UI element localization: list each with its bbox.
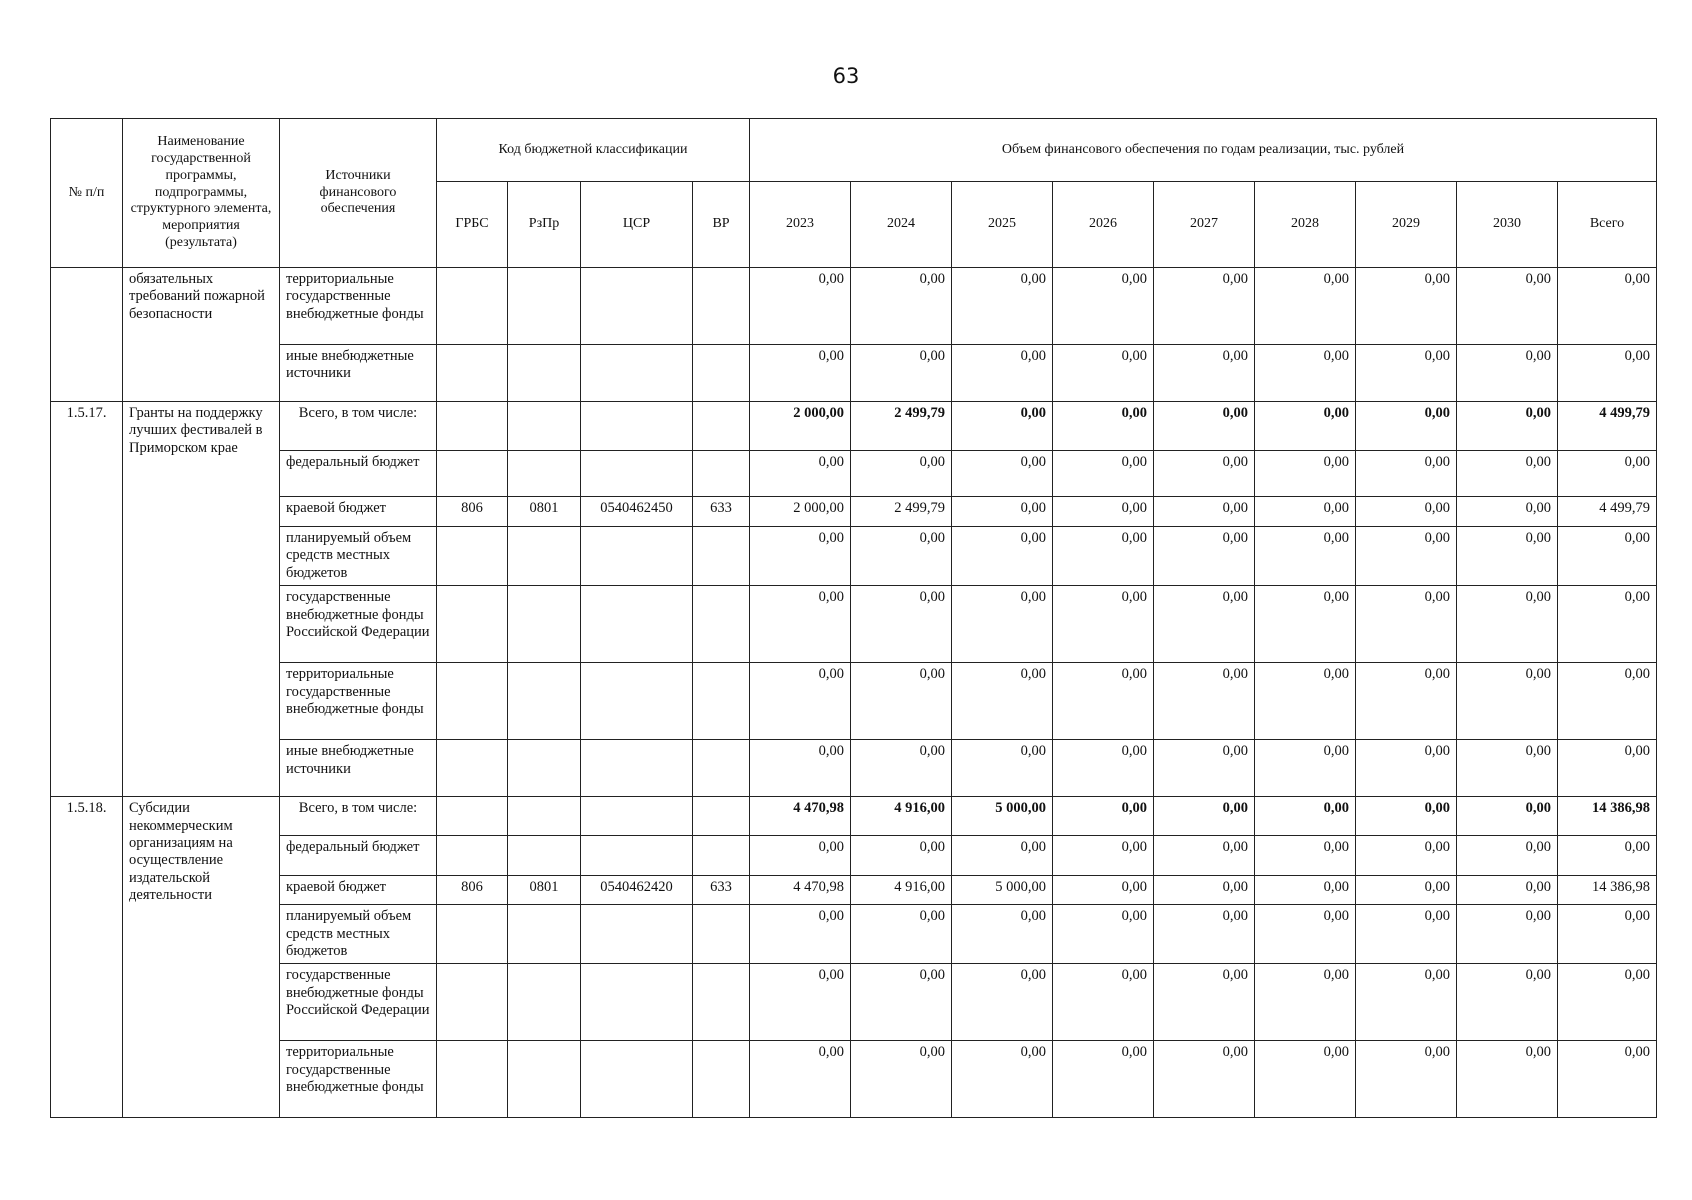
rzpr-cell: 0801: [508, 876, 581, 905]
year-value-cell: 0,00: [1255, 1041, 1356, 1118]
year-value-cell: 0,00: [750, 586, 851, 663]
year-value-cell: 0,00: [1154, 876, 1255, 905]
rzpr-cell: [508, 905, 581, 964]
header-year: 2028: [1255, 182, 1356, 268]
year-value-cell: 0,00: [1154, 964, 1255, 1041]
year-value-cell: 0,00: [1053, 586, 1154, 663]
grbs-cell: 806: [437, 497, 508, 527]
year-value-cell: 0,00: [1457, 876, 1558, 905]
csr-cell: [581, 1041, 693, 1118]
item-name: Гранты на поддержку лучших фестивалей в Приморском крае: [123, 402, 280, 797]
year-value-cell: 0,00: [1457, 836, 1558, 876]
table-row: [51, 527, 1657, 586]
total-cell: 14 386,98: [1558, 797, 1657, 836]
year-value-cell: 0,00: [952, 345, 1053, 402]
grbs-cell: [437, 527, 508, 586]
csr-cell: [581, 345, 693, 402]
year-value-cell: 0,00: [1154, 836, 1255, 876]
vr-cell: [693, 663, 750, 740]
rzpr-cell: [508, 663, 581, 740]
grbs-cell: [437, 586, 508, 663]
source-cell: территориальные государственные внебюджетные фонды: [280, 1041, 437, 1118]
year-value-cell: 0,00: [750, 740, 851, 797]
year-value-cell: 0,00: [750, 964, 851, 1041]
source-cell: государственные внебюджетные фонды Российской Федерации: [280, 964, 437, 1041]
year-value-cell: 0,00: [851, 586, 952, 663]
year-value-cell: 0,00: [851, 268, 952, 345]
year-value-cell: 0,00: [750, 268, 851, 345]
year-value-cell: 4 916,00: [851, 797, 952, 836]
year-value-cell: 0,00: [1457, 740, 1558, 797]
item-name: обязательных требований пожарной безопасности: [123, 268, 280, 402]
year-value-cell: 0,00: [1053, 345, 1154, 402]
source-cell: планируемый объем средств местных бюджетов: [280, 527, 437, 586]
rzpr-cell: [508, 586, 581, 663]
year-value-cell: 0,00: [952, 905, 1053, 964]
year-value-cell: 0,00: [1255, 586, 1356, 663]
year-value-cell: 0,00: [1053, 1041, 1154, 1118]
year-value-cell: 0,00: [851, 964, 952, 1041]
year-value-cell: 0,00: [750, 905, 851, 964]
header-rzpr: РзПр: [508, 182, 581, 268]
year-value-cell: 0,00: [1053, 402, 1154, 451]
vr-cell: 633: [693, 497, 750, 527]
vr-cell: [693, 527, 750, 586]
total-cell: 4 499,79: [1558, 402, 1657, 451]
year-value-cell: 0,00: [750, 527, 851, 586]
year-value-cell: 0,00: [1154, 402, 1255, 451]
year-value-cell: 5 000,00: [952, 876, 1053, 905]
year-value-cell: 0,00: [1457, 964, 1558, 1041]
year-value-cell: 2 000,00: [750, 402, 851, 451]
grbs-cell: [437, 964, 508, 1041]
year-value-cell: 4 916,00: [851, 876, 952, 905]
header-csr: ЦСР: [581, 182, 693, 268]
table-row: [51, 797, 1657, 836]
year-value-cell: 0,00: [1154, 663, 1255, 740]
year-value-cell: 0,00: [1255, 268, 1356, 345]
year-value-cell: 0,00: [1053, 527, 1154, 586]
vr-cell: [693, 451, 750, 497]
header-num: № п/п: [51, 119, 123, 268]
year-value-cell: 0,00: [1356, 905, 1457, 964]
csr-cell: [581, 527, 693, 586]
grbs-cell: [437, 836, 508, 876]
table-row: [51, 905, 1657, 964]
year-value-cell: 0,00: [851, 836, 952, 876]
source-cell: Всего, в том числе:: [280, 797, 437, 836]
total-cell: 4 499,79: [1558, 497, 1657, 527]
year-value-cell: 0,00: [1255, 836, 1356, 876]
total-cell: 0,00: [1558, 345, 1657, 402]
year-value-cell: 0,00: [1356, 1041, 1457, 1118]
vr-cell: [693, 964, 750, 1041]
year-value-cell: 0,00: [1255, 497, 1356, 527]
grbs-cell: [437, 402, 508, 451]
rzpr-cell: [508, 797, 581, 836]
header-year: 2025: [952, 182, 1053, 268]
grbs-cell: [437, 268, 508, 345]
vr-cell: [693, 586, 750, 663]
table-row: [51, 402, 1657, 451]
year-value-cell: 0,00: [851, 1041, 952, 1118]
year-value-cell: 0,00: [1356, 836, 1457, 876]
grbs-cell: [437, 451, 508, 497]
year-value-cell: 0,00: [750, 1041, 851, 1118]
csr-cell: [581, 740, 693, 797]
rzpr-cell: [508, 527, 581, 586]
csr-cell: [581, 268, 693, 345]
grbs-cell: [437, 663, 508, 740]
grbs-cell: [437, 1041, 508, 1118]
rzpr-cell: [508, 268, 581, 345]
total-cell: 0,00: [1558, 586, 1657, 663]
csr-cell: [581, 964, 693, 1041]
csr-cell: [581, 663, 693, 740]
year-value-cell: 0,00: [750, 451, 851, 497]
header-year: 2026: [1053, 182, 1154, 268]
year-value-cell: 0,00: [1457, 1041, 1558, 1118]
year-value-cell: 0,00: [1154, 797, 1255, 836]
year-value-cell: 4 470,98: [750, 797, 851, 836]
year-value-cell: 0,00: [851, 451, 952, 497]
year-value-cell: 0,00: [851, 663, 952, 740]
year-value-cell: 0,00: [1457, 663, 1558, 740]
year-value-cell: 0,00: [952, 586, 1053, 663]
csr-cell: [581, 797, 693, 836]
vr-cell: [693, 905, 750, 964]
rzpr-cell: [508, 451, 581, 497]
csr-cell: [581, 451, 693, 497]
vr-cell: [693, 740, 750, 797]
total-cell: 14 386,98: [1558, 876, 1657, 905]
year-value-cell: 0,00: [1457, 268, 1558, 345]
year-value-cell: 2 499,79: [851, 402, 952, 451]
header-source: Источники финансового обеспечения: [280, 119, 437, 268]
vr-cell: [693, 345, 750, 402]
year-value-cell: 0,00: [1255, 402, 1356, 451]
year-value-cell: 0,00: [1154, 527, 1255, 586]
source-cell: краевой бюджет: [280, 497, 437, 527]
year-value-cell: 0,00: [952, 1041, 1053, 1118]
financing-table: [50, 118, 1657, 1118]
year-value-cell: 0,00: [1457, 345, 1558, 402]
vr-cell: 633: [693, 876, 750, 905]
table-row: [51, 451, 1657, 497]
year-value-cell: 0,00: [952, 663, 1053, 740]
header-code-group: Код бюджетной классификации: [437, 119, 750, 182]
year-value-cell: 0,00: [1154, 345, 1255, 402]
total-cell: 0,00: [1558, 1041, 1657, 1118]
source-cell: федеральный бюджет: [280, 836, 437, 876]
item-number: 1.5.17.: [51, 402, 123, 797]
source-cell: иные внебюджетные источники: [280, 740, 437, 797]
total-cell: 0,00: [1558, 451, 1657, 497]
header-year: 2030: [1457, 182, 1558, 268]
year-value-cell: 0,00: [1457, 451, 1558, 497]
grbs-cell: [437, 740, 508, 797]
year-value-cell: 0,00: [851, 345, 952, 402]
year-value-cell: 0,00: [1356, 797, 1457, 836]
year-value-cell: 0,00: [1255, 740, 1356, 797]
year-value-cell: 0,00: [1255, 451, 1356, 497]
vr-cell: [693, 402, 750, 451]
year-value-cell: 0,00: [750, 663, 851, 740]
year-value-cell: 0,00: [1255, 905, 1356, 964]
header-year: 2024: [851, 182, 952, 268]
year-value-cell: 0,00: [1053, 497, 1154, 527]
year-value-cell: 0,00: [1356, 527, 1457, 586]
grbs-cell: [437, 905, 508, 964]
year-value-cell: 0,00: [1053, 836, 1154, 876]
table-row: [51, 876, 1657, 905]
rzpr-cell: [508, 345, 581, 402]
year-value-cell: 0,00: [952, 497, 1053, 527]
year-value-cell: 0,00: [1154, 497, 1255, 527]
header-vr: ВР: [693, 182, 750, 268]
year-value-cell: 0,00: [1356, 586, 1457, 663]
year-value-cell: 0,00: [952, 964, 1053, 1041]
year-value-cell: 0,00: [1053, 797, 1154, 836]
grbs-cell: [437, 797, 508, 836]
year-value-cell: 0,00: [1154, 268, 1255, 345]
year-value-cell: 0,00: [851, 527, 952, 586]
csr-cell: 0540462420: [581, 876, 693, 905]
table-header: [51, 119, 1657, 268]
item-number: [51, 268, 123, 402]
year-value-cell: 0,00: [952, 527, 1053, 586]
csr-cell: [581, 586, 693, 663]
year-value-cell: 0,00: [1053, 451, 1154, 497]
year-value-cell: 0,00: [1154, 1041, 1255, 1118]
year-value-cell: 0,00: [1255, 797, 1356, 836]
year-value-cell: 0,00: [1457, 497, 1558, 527]
csr-cell: [581, 905, 693, 964]
table-row: [51, 268, 1657, 345]
table-body: [51, 268, 1657, 1118]
year-value-cell: 0,00: [1154, 586, 1255, 663]
year-value-cell: 0,00: [1356, 876, 1457, 905]
table-row: [51, 663, 1657, 740]
year-value-cell: 0,00: [1053, 905, 1154, 964]
year-value-cell: 0,00: [1356, 268, 1457, 345]
header-year: 2023: [750, 182, 851, 268]
year-value-cell: 0,00: [952, 268, 1053, 345]
rzpr-cell: 0801: [508, 497, 581, 527]
total-cell: 0,00: [1558, 663, 1657, 740]
total-cell: 0,00: [1558, 964, 1657, 1041]
year-value-cell: 0,00: [1255, 527, 1356, 586]
rzpr-cell: [508, 964, 581, 1041]
header-total: Всего: [1558, 182, 1657, 268]
table-row: [51, 1041, 1657, 1118]
page-number: 63: [832, 64, 860, 88]
year-value-cell: 0,00: [750, 345, 851, 402]
year-value-cell: 0,00: [1356, 402, 1457, 451]
header-year: 2027: [1154, 182, 1255, 268]
year-value-cell: 0,00: [851, 740, 952, 797]
total-cell: 0,00: [1558, 836, 1657, 876]
source-cell: Всего, в том числе:: [280, 402, 437, 451]
year-value-cell: 0,00: [1356, 345, 1457, 402]
table-row: [51, 497, 1657, 527]
vr-cell: [693, 797, 750, 836]
year-value-cell: 5 000,00: [952, 797, 1053, 836]
year-value-cell: 0,00: [1356, 663, 1457, 740]
year-value-cell: 0,00: [1356, 740, 1457, 797]
source-cell: планируемый объем средств местных бюджетов: [280, 905, 437, 964]
year-value-cell: 0,00: [1457, 797, 1558, 836]
year-value-cell: 0,00: [952, 836, 1053, 876]
grbs-cell: 806: [437, 876, 508, 905]
year-value-cell: 0,00: [1154, 905, 1255, 964]
table-row: [51, 836, 1657, 876]
year-value-cell: 0,00: [1457, 905, 1558, 964]
year-value-cell: 0,00: [1053, 964, 1154, 1041]
year-value-cell: 0,00: [1457, 527, 1558, 586]
rzpr-cell: [508, 402, 581, 451]
item-number: 1.5.18.: [51, 797, 123, 1118]
year-value-cell: 0,00: [952, 740, 1053, 797]
year-value-cell: 0,00: [1255, 663, 1356, 740]
year-value-cell: 0,00: [750, 836, 851, 876]
rzpr-cell: [508, 1041, 581, 1118]
year-value-cell: 0,00: [1457, 402, 1558, 451]
table-row: [51, 586, 1657, 663]
source-cell: территориальные государственные внебюджетные фонды: [280, 663, 437, 740]
rzpr-cell: [508, 740, 581, 797]
year-value-cell: 0,00: [1457, 586, 1558, 663]
year-value-cell: 0,00: [952, 402, 1053, 451]
year-value-cell: 0,00: [1356, 964, 1457, 1041]
header-grbs: ГРБС: [437, 182, 508, 268]
csr-cell: [581, 402, 693, 451]
vr-cell: [693, 1041, 750, 1118]
source-cell: иные внебюджетные источники: [280, 345, 437, 402]
year-value-cell: 0,00: [1356, 497, 1457, 527]
year-value-cell: 0,00: [952, 451, 1053, 497]
header-volume-group: Объем финансового обеспечения по годам реализации, тыс. рублей: [750, 119, 1657, 182]
source-cell: федеральный бюджет: [280, 451, 437, 497]
header-year: 2029: [1356, 182, 1457, 268]
year-value-cell: 0,00: [1255, 345, 1356, 402]
item-name: Субсидии некоммерческим организациям на осуществление издательской деятельности: [123, 797, 280, 1118]
year-value-cell: 0,00: [1255, 876, 1356, 905]
year-value-cell: 0,00: [1255, 964, 1356, 1041]
table-row: [51, 964, 1657, 1041]
year-value-cell: 0,00: [1154, 451, 1255, 497]
header-name: Наименование государственной программы, подпрограммы, структурного элемента, мероприятия (результата): [123, 119, 280, 268]
year-value-cell: 0,00: [1053, 876, 1154, 905]
table-row: [51, 740, 1657, 797]
grbs-cell: [437, 345, 508, 402]
year-value-cell: 2 000,00: [750, 497, 851, 527]
year-value-cell: 0,00: [1356, 451, 1457, 497]
table-row: [51, 345, 1657, 402]
vr-cell: [693, 836, 750, 876]
total-cell: 0,00: [1558, 268, 1657, 345]
year-value-cell: 0,00: [1053, 268, 1154, 345]
total-cell: 0,00: [1558, 905, 1657, 964]
source-cell: территориальные государственные внебюджетные фонды: [280, 268, 437, 345]
year-value-cell: 0,00: [1053, 740, 1154, 797]
year-value-cell: 4 470,98: [750, 876, 851, 905]
year-value-cell: 0,00: [851, 905, 952, 964]
vr-cell: [693, 268, 750, 345]
year-value-cell: 0,00: [1154, 740, 1255, 797]
source-cell: государственные внебюджетные фонды Российской Федерации: [280, 586, 437, 663]
csr-cell: [581, 836, 693, 876]
total-cell: 0,00: [1558, 527, 1657, 586]
rzpr-cell: [508, 836, 581, 876]
total-cell: 0,00: [1558, 740, 1657, 797]
source-cell: краевой бюджет: [280, 876, 437, 905]
csr-cell: 0540462450: [581, 497, 693, 527]
year-value-cell: 2 499,79: [851, 497, 952, 527]
year-value-cell: 0,00: [1053, 663, 1154, 740]
